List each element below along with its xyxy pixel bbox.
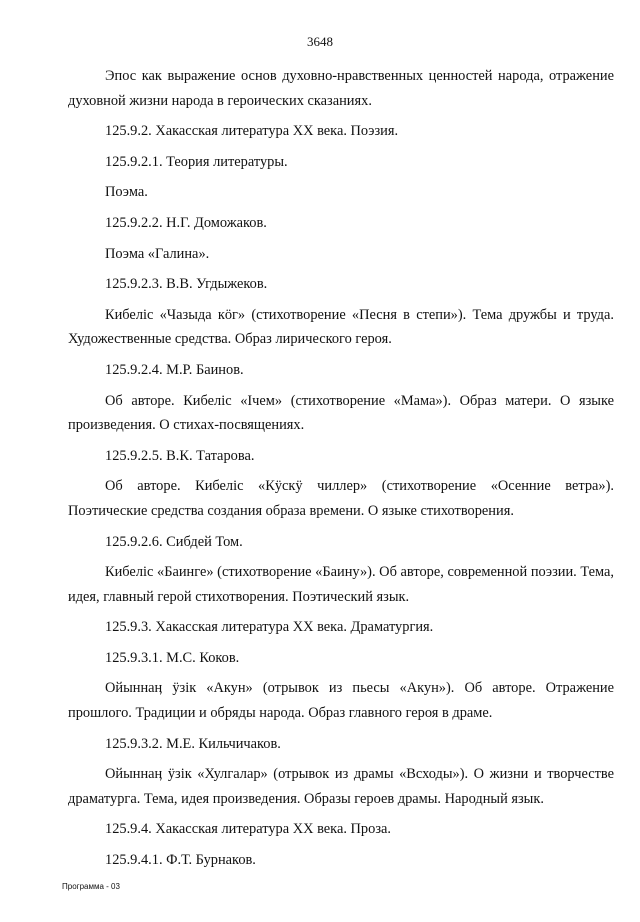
paragraph-chazyda-kog: Кибеліс «Чазыда кӧг» (стихотворение «Песня в степи»). Тема дружбы и труда. Художественные средства. Образ лирического героя. (68, 306, 614, 348)
subsection-heading-tatarova: 125.9.2.5. В.К. Татарова. (105, 447, 255, 464)
subsection-heading-kokov: 125.9.3.1. М.С. Коков. (105, 649, 240, 666)
page-number: 3648 (307, 34, 333, 49)
paragraph-ichem: Об авторе. Кибеліс «Ічем» (стихотворение «Мама»). Образ матери. О языке произведения. О стихах-посвящениях. (68, 392, 614, 434)
section-heading-prose: 125.9.4. Хакасская литература XX века. Проза. (105, 821, 391, 838)
section-heading-poetry: 125.9.2. Хакасская литература XX века. Поэзия. (105, 123, 399, 140)
subsection-heading-kilchichakov: 125.9.3.2. М.Е. Кильчичаков. (105, 735, 281, 752)
section-heading-drama: 125.9.3. Хакасская литература XX века. Драматургия. (105, 619, 434, 636)
subsection-heading-sibdey-tom: 125.9.2.6. Сибдей Том. (105, 533, 243, 550)
document-body (68, 64, 614, 879)
paragraph-galina: Поэма «Галина». (105, 245, 210, 262)
paragraph-poema: Поэма. (105, 184, 148, 201)
subsection-heading-bainov: 125.9.2.4. М.Р. Баинов. (105, 361, 244, 378)
paragraph-hulgalar: Ойыннаӊ ӱзік «Хулгалар» (отрывок из драмы «Всходы»). О жизни и творчестве драматурга. Тема, идея произведения. Образы героев драмы. Народный язык. (68, 766, 614, 807)
subsection-heading-domozhakov: 125.9.2.2. Н.Г. Доможаков. (105, 214, 267, 231)
paragraph-epos: Эпос как выражение основ духовно-нравственных ценностей народа, отражение духовной жизни народа в героических сказаниях. (68, 68, 614, 109)
paragraph-akun: Ойыннаӊ ӱзік «Акун» (отрывок из пьесы «Акун»). Об авторе. Отражение прошлого. Традиции и обряды народа. Образ главного героя в драме. (68, 680, 614, 722)
paragraph-bainge: Кибеліс «Баинге» (стихотворение «Баину»). Об авторе, современной поэзии. Тема, идея, главный герой стихотворения. Поэтический язык. (68, 564, 614, 605)
paragraph-kusku-chiller: Об авторе. Кибеліс «Кӱскӱ чиллер» (стихотворение «Осенние ветра»). Поэтические средства создания образа времени. О языке стихотворения. (68, 478, 614, 519)
page-footer: Программа - 03 (62, 882, 120, 891)
subsection-heading-burnakov: 125.9.4.1. Ф.Т. Бурнаков. (105, 852, 256, 869)
subsection-heading-ugdyzhekov: 125.9.2.3. В.В. Угдыжеков. (105, 276, 268, 293)
subsection-heading-theory: 125.9.2.1. Теория литературы. (105, 153, 288, 170)
